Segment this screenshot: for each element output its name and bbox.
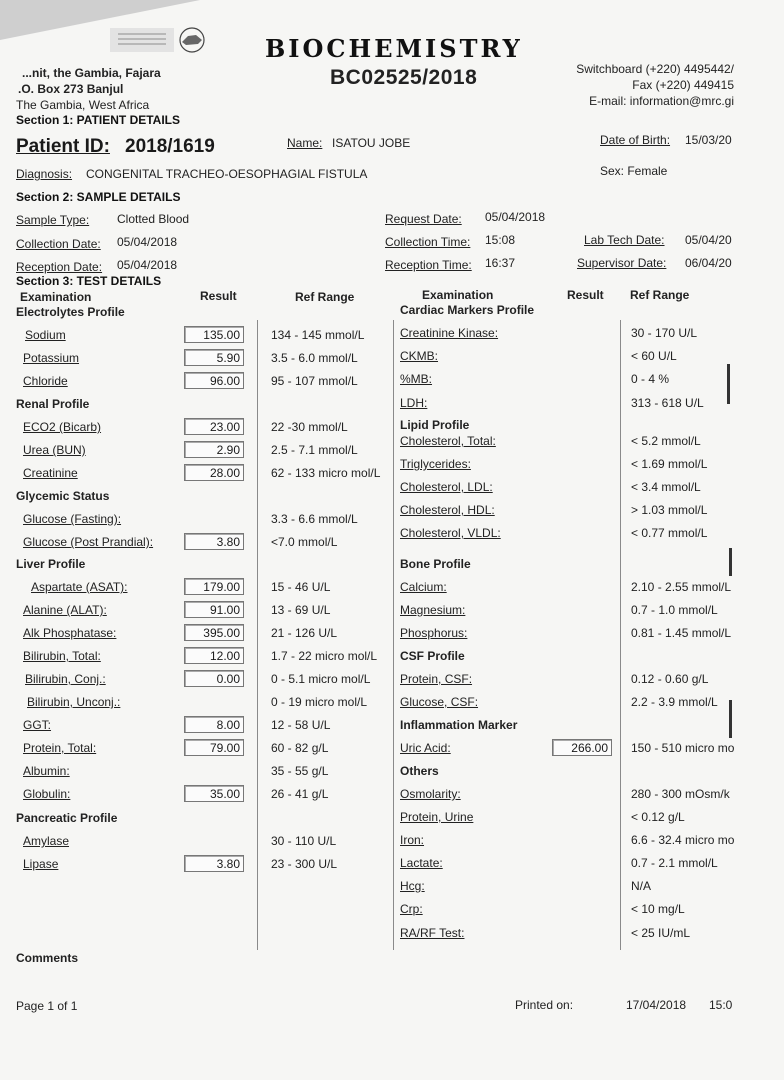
ref-range-amylase: 30 - 110 U/L [271, 834, 337, 848]
pen-mark [727, 364, 730, 404]
collection-date-label: Collection Date: [16, 237, 101, 251]
ref-range-cholesterol-hdl: > 1.03 mmol/L [631, 503, 708, 517]
result-urea-bun: 2.90 [184, 441, 244, 458]
ref-range-hcg: N/A [631, 879, 652, 893]
ref-range-sodium: 134 - 145 mmol/L [271, 328, 365, 342]
test-name-ggt: GGT: [23, 718, 52, 732]
fax: Fax (+220) 449415 [632, 78, 734, 92]
ref-range-cholesterol-ldl: < 3.4 mmol/L [631, 480, 701, 494]
test-name-bilirubin-conj: Bilirubin, Conj.: [25, 672, 106, 686]
ref-range-header-left: Ref Range [295, 290, 355, 304]
dob-label: Date of Birth: [600, 133, 671, 147]
collection-time-value: 15:08 [485, 233, 516, 247]
collection-time-label: Collection Time: [385, 235, 471, 249]
supervisor-date-label: Supervisor Date: [577, 256, 667, 270]
group-electrolytes-profile: Electrolytes Profile [16, 305, 125, 319]
test-name-cholesterol-ldl: Cholesterol, LDL: [400, 480, 493, 494]
section-1-heading: Section 1: PATIENT DETAILS [16, 113, 181, 127]
collection-date-value: 05/04/2018 [117, 235, 178, 249]
ref-range-ra-rf-test: < 25 IU/mL [631, 926, 691, 940]
ref-range-urea-bun: 2.5 - 7.1 mmol/L [271, 443, 358, 457]
test-name-ckmb: CKMB: [400, 349, 439, 363]
test-name-urea-bun: Urea (BUN) [23, 443, 86, 457]
result-aspartate-asat: 179.00 [184, 578, 244, 595]
ref-range-bilirubin-unconj: 0 - 19 micro mol/L [271, 695, 368, 709]
test-name-cholesterol-hdl: Cholesterol, HDL: [400, 503, 495, 517]
group-renal-profile: Renal Profile [16, 397, 90, 411]
ref-range-chloride: 95 - 107 mmol/L [271, 374, 358, 388]
address-line-3: The Gambia, West Africa [16, 98, 150, 112]
test-name-protein-urine: Protein, Urine [400, 810, 474, 824]
ref-range-lactate: 0.7 - 2.1 mmol/L [631, 856, 718, 870]
test-name-cholesterol-vldl: Cholesterol, VLDL: [400, 526, 501, 540]
test-name-lipase: Lipase [23, 857, 59, 871]
lab-tech-date-label: Lab Tech Date: [584, 233, 665, 247]
dob-value: 15/03/20 [685, 133, 732, 147]
group-inflammation-marker: Inflammation Marker [400, 718, 518, 732]
test-name-magnesium: Magnesium: [400, 603, 466, 617]
result-ggt: 8.00 [184, 716, 244, 733]
test-name-glucose-post-prandial: Glucose (Post Prandial): [23, 535, 154, 549]
ref-range-potassium: 3.5 - 6.0 mmol/L [271, 351, 358, 365]
test-name-mb: %MB: [400, 372, 433, 386]
address-line-2: .O. Box 273 Banjul [18, 82, 124, 96]
group-others: Others [400, 764, 439, 778]
institution-logo [110, 26, 206, 54]
column-divider-3 [620, 320, 621, 950]
pen-mark [729, 548, 732, 576]
ref-range-glucose-fasting: 3.3 - 6.6 mmol/L [271, 512, 358, 526]
test-name-bilirubin-unconj: Bilirubin, Unconj.: [27, 695, 121, 709]
result-chloride: 96.00 [184, 372, 244, 389]
result-uric-acid: 266.00 [552, 739, 612, 756]
test-name-creatinine-kinase: Creatinine Kinase: [400, 326, 499, 340]
result-protein-total: 79.00 [184, 739, 244, 756]
group-cardiac-markers-profile: Cardiac Markers Profile [400, 303, 535, 317]
test-name-osmolarity: Osmolarity: [400, 787, 461, 801]
ref-range-bilirubin-total: 1.7 - 22 micro mol/L [271, 649, 378, 663]
reception-date-label: Reception Date: [16, 260, 103, 274]
test-name-aspartate-asat: Aspartate (ASAT): [31, 580, 128, 594]
group-bone-profile: Bone Profile [400, 557, 471, 571]
test-name-bilirubin-total: Bilirubin, Total: [23, 649, 101, 663]
sex: Sex: Female [600, 164, 668, 178]
result-lipase: 3.80 [184, 855, 244, 872]
test-name-sodium: Sodium [25, 328, 66, 342]
ref-range-ckmb: < 60 U/L [631, 349, 677, 363]
ref-range-uric-acid: 150 - 510 micro mo [631, 741, 735, 755]
test-name-uric-acid: Uric Acid: [400, 741, 451, 755]
reception-date-value: 05/04/2018 [117, 258, 178, 272]
lab-tech-date-value: 05/04/20 [685, 233, 732, 247]
group-csf-profile: CSF Profile [400, 649, 465, 663]
test-name-hcg: Hcg: [400, 879, 425, 893]
request-date-label: Request Date: [385, 212, 462, 226]
ref-range-phosphorus: 0.81 - 1.45 mmol/L [631, 626, 732, 640]
ref-range-creatinine: 62 - 133 micro mol/L [271, 466, 381, 480]
test-name-lactate: Lactate: [400, 856, 443, 870]
test-name-protein-total: Protein, Total: [23, 741, 97, 755]
test-name-globulin: Globulin: [23, 787, 71, 801]
ref-range-aspartate-asat: 15 - 46 U/L [271, 580, 331, 594]
column-divider-2 [393, 320, 394, 950]
result-eco2-bicarb: 23.00 [184, 418, 244, 435]
ref-range-lipase: 23 - 300 U/L [271, 857, 338, 871]
report-number: BC02525/2018 [330, 66, 478, 89]
switchboard: Switchboard (+220) 4495442/ [576, 62, 734, 76]
test-name-glucose-fasting: Glucose (Fasting): [23, 512, 122, 526]
ref-range-calcium: 2.10 - 2.55 mmol/L [631, 580, 732, 594]
section-3-heading: Section 3: TEST DETAILS [16, 274, 162, 288]
supervisor-date-value: 06/04/20 [685, 256, 732, 270]
test-name-crp: Crp: [400, 902, 423, 916]
ref-range-protein-total: 60 - 82 g/L [271, 741, 329, 755]
test-name-ra-rf-test: RA/RF Test: [400, 926, 465, 940]
report-title: BIOCHEMISTRY [265, 34, 523, 63]
result-sodium: 135.00 [184, 326, 244, 343]
reception-time-value: 16:37 [485, 256, 516, 270]
test-name-amylase: Amylase [23, 834, 70, 848]
result-potassium: 5.90 [184, 349, 244, 366]
result-header-left: Result [200, 289, 237, 303]
email: E-mail: information@mrc.gi [589, 94, 734, 108]
ref-range-protein-csf: 0.12 - 0.60 g/L [631, 672, 709, 686]
test-name-calcium: Calcium: [400, 580, 447, 594]
group-pancreatic-profile: Pancreatic Profile [16, 811, 118, 825]
ref-range-header-right: Ref Range [630, 288, 690, 302]
result-bilirubin-total: 12.00 [184, 647, 244, 664]
group-glycemic-status: Glycemic Status [16, 489, 110, 503]
ref-range-glucose-post-prandial: <7.0 mmol/L [271, 535, 338, 549]
test-name-chloride: Chloride [23, 374, 68, 388]
name-value: ISATOU JOBE [332, 136, 411, 150]
group-lipid-profile: Lipid Profile [400, 418, 470, 432]
group-liver-profile: Liver Profile [16, 557, 86, 571]
test-name-alk-phosphatase: Alk Phosphatase: [23, 626, 117, 640]
address-line-1: ...nit, the Gambia, Fajara [22, 66, 161, 80]
test-name-phosphorus: Phosphorus: [400, 626, 468, 640]
ref-range-protein-urine: < 0.12 g/L [631, 810, 685, 824]
ref-range-bilirubin-conj: 0 - 5.1 micro mol/L [271, 672, 371, 686]
page-number: Page 1 of 1 [16, 999, 78, 1013]
ref-range-cholesterol-total: < 5.2 mmol/L [631, 434, 701, 448]
printed-time: 15:0 [709, 998, 733, 1012]
ref-range-osmolarity: 280 - 300 mOsm/k [631, 787, 730, 801]
test-name-iron: Iron: [400, 833, 425, 847]
ref-range-triglycerides: < 1.69 mmol/L [631, 457, 708, 471]
name-label: Name: [287, 136, 323, 150]
patient-id-label: Patient ID: [16, 136, 110, 157]
result-creatinine: 28.00 [184, 464, 244, 481]
test-name-potassium: Potassium [23, 351, 80, 365]
test-name-alanine-alat: Alanine (ALAT): [23, 603, 107, 617]
test-name-glucose-csf: Glucose, CSF: [400, 695, 479, 709]
patient-id-value: 2018/1619 [125, 136, 215, 157]
ref-range-alanine-alat: 13 - 69 U/L [271, 603, 331, 617]
ref-range-glucose-csf: 2.2 - 3.9 mmol/L [631, 695, 718, 709]
ref-range-mb: 0 - 4 % [631, 372, 670, 386]
sample-type-value: Clotted Blood [117, 212, 190, 226]
section-2-heading: Section 2: SAMPLE DETAILS [16, 190, 181, 204]
examination-header-right: Examination [422, 288, 494, 302]
result-globulin: 35.00 [184, 785, 244, 802]
printed-on-label: Printed on: [515, 998, 574, 1012]
ref-range-albumin: 35 - 55 g/L [271, 764, 329, 778]
result-glucose-post-prandial: 3.80 [184, 533, 244, 550]
reception-time-label: Reception Time: [385, 258, 472, 272]
printed-date: 17/04/2018 [626, 998, 687, 1012]
test-name-eco2-bicarb: ECO2 (Bicarb) [23, 420, 102, 434]
pen-mark [729, 700, 732, 738]
ref-range-alk-phosphatase: 21 - 126 U/L [271, 626, 338, 640]
ref-range-eco2-bicarb: 22 -30 mmol/L [271, 420, 348, 434]
test-name-creatinine: Creatinine [23, 466, 78, 480]
test-name-cholesterol-total: Cholesterol, Total: [400, 434, 496, 448]
column-divider-1 [257, 320, 258, 950]
test-name-albumin: Albumin: [23, 764, 70, 778]
examination-header-left: Examination [20, 290, 92, 304]
test-name-triglycerides: Triglycerides: [400, 457, 471, 471]
ref-range-ggt: 12 - 58 U/L [271, 718, 331, 732]
ref-range-cholesterol-vldl: < 0.77 mmol/L [631, 526, 708, 540]
ref-range-creatinine-kinase: 30 - 170 U/L [631, 326, 698, 340]
ref-range-crp: < 10 mg/L [631, 902, 685, 916]
result-alk-phosphatase: 395.00 [184, 624, 244, 641]
sample-type-label: Sample Type: [16, 213, 90, 227]
diagnosis-label: Diagnosis: [16, 167, 73, 181]
result-bilirubin-conj: 0.00 [184, 670, 244, 687]
result-header-right: Result [567, 288, 604, 302]
test-name-protein-csf: Protein, CSF: [400, 672, 473, 686]
comments-label: Comments [16, 951, 79, 965]
ref-range-ldh: 313 - 618 U/L [631, 396, 704, 410]
diagnosis-value: CONGENITAL TRACHEO-OESOPHAGIAL FISTULA [86, 167, 368, 181]
ref-range-iron: 6.6 - 32.4 micro mo [631, 833, 735, 847]
result-alanine-alat: 91.00 [184, 601, 244, 618]
test-name-ldh: LDH: [400, 396, 428, 410]
ref-range-magnesium: 0.7 - 1.0 mmol/L [631, 603, 718, 617]
ref-range-globulin: 26 - 41 g/L [271, 787, 329, 801]
request-date-value: 05/04/2018 [485, 210, 546, 224]
